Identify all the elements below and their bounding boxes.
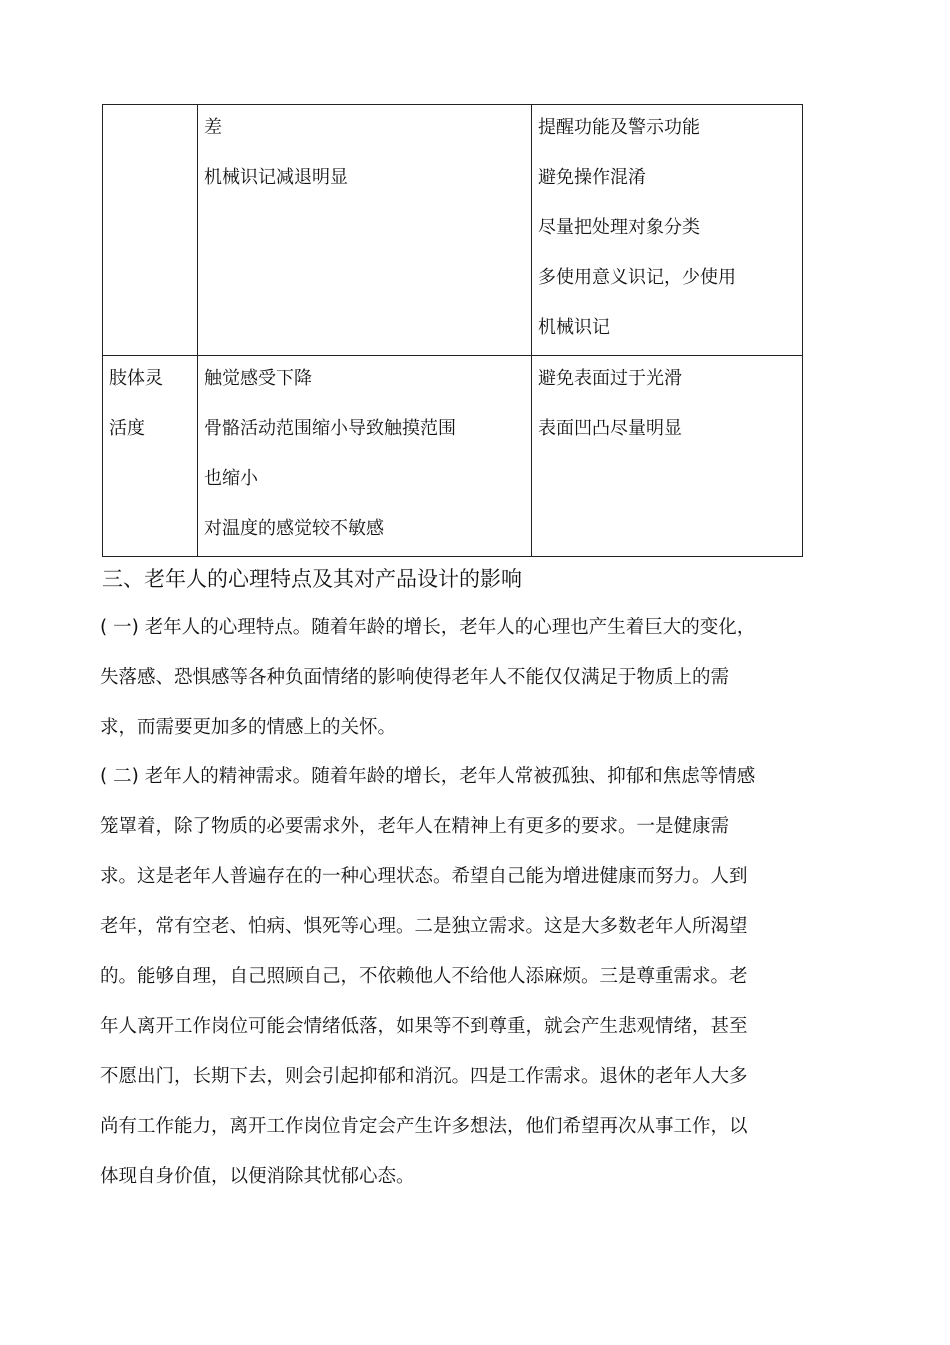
table-cell-design-advice [532, 356, 803, 557]
cell-line: 避免表面过于光滑 [538, 368, 682, 389]
paragraph-line: ( 一) 老年人的心理特点。随着年龄的增长，老年人的心理也产生着巨大的变化， [100, 617, 756, 638]
paragraph-line: 年人离开工作岗位可能会情绪低落，如果等不到尊重，就会产生悲观情绪，甚至 [100, 1016, 748, 1037]
section-heading: 三、老年人的心理特点及其对产品设计的影响 [102, 567, 522, 591]
cell-line: 表面凹凸尽量明显 [538, 418, 682, 439]
paragraph-line: 不愿出门，长期下去，则会引起抑郁和消沉。四是工作需求。退休的老年人大多 [100, 1066, 748, 1087]
elderly-design-table [102, 104, 803, 557]
paragraph-line: 尚有工作能力，离开工作岗位肯定会产生许多想法，他们希望再次从事工作，以 [100, 1116, 748, 1137]
paragraph-line: 老年，常有空老、怕病、惧死等心理。二是独立需求。这是大多数老年人所渴望 [100, 916, 748, 937]
table-row [103, 356, 803, 557]
table-cell-category [103, 356, 198, 557]
paragraph-line: 求，而需要更加多的情感上的关怀。 [100, 717, 397, 738]
paragraph-line: 笼罩着，除了物质的必要需求外，老年人在精神上有更多的要求。一是健康需 [100, 816, 730, 837]
cell-line: 对温度的感觉较不敏感 [204, 518, 384, 539]
table-row [103, 105, 803, 356]
cell-line: 机械识记 [538, 317, 610, 338]
cell-line: 差 [204, 117, 222, 138]
cell-line: 提醒功能及警示功能 [538, 117, 700, 138]
paragraph-line: 失落感、恐惧感等各种负面情绪的影响使得老年人不能仅仅满足于物质上的需 [100, 667, 730, 688]
paragraph-psychological-traits [100, 613, 765, 763]
cell-line: 尽量把处理对象分类 [538, 217, 700, 238]
cell-line: 肢体灵 [109, 368, 163, 389]
cell-line: 骨骼活动范围缩小导致触摸范围 [204, 418, 456, 439]
paragraph-spiritual-needs [100, 762, 765, 1212]
cell-line: 机械识记减退明显 [204, 167, 348, 188]
cell-line: 也缩小 [204, 468, 258, 489]
paragraph-line: 的。能够自理，自己照顾自己，不依赖他人不给他人添麻烦。三是尊重需求。老 [100, 966, 748, 987]
table-cell-category [103, 105, 198, 356]
paragraph-line: 求。这是老年人普遍存在的一种心理状态。希望自己能为增进健康而努力。人到 [100, 866, 748, 887]
table-cell-characteristics [198, 356, 532, 557]
cell-line: 活度 [109, 418, 145, 439]
cell-line: 避免操作混淆 [538, 167, 646, 188]
table-cell-design-advice [532, 105, 803, 356]
cell-line: 触觉感受下降 [204, 368, 312, 389]
table-cell-characteristics [198, 105, 532, 356]
paragraph-line: ( 二) 老年人的精神需求。随着年龄的增长，老年人常被孤独、抑郁和焦虑等情感 [100, 766, 756, 787]
cell-line: 多使用意义识记，少使用 [538, 267, 736, 288]
paragraph-line: 体现自身价值，以便消除其忧郁心态。 [100, 1166, 415, 1187]
